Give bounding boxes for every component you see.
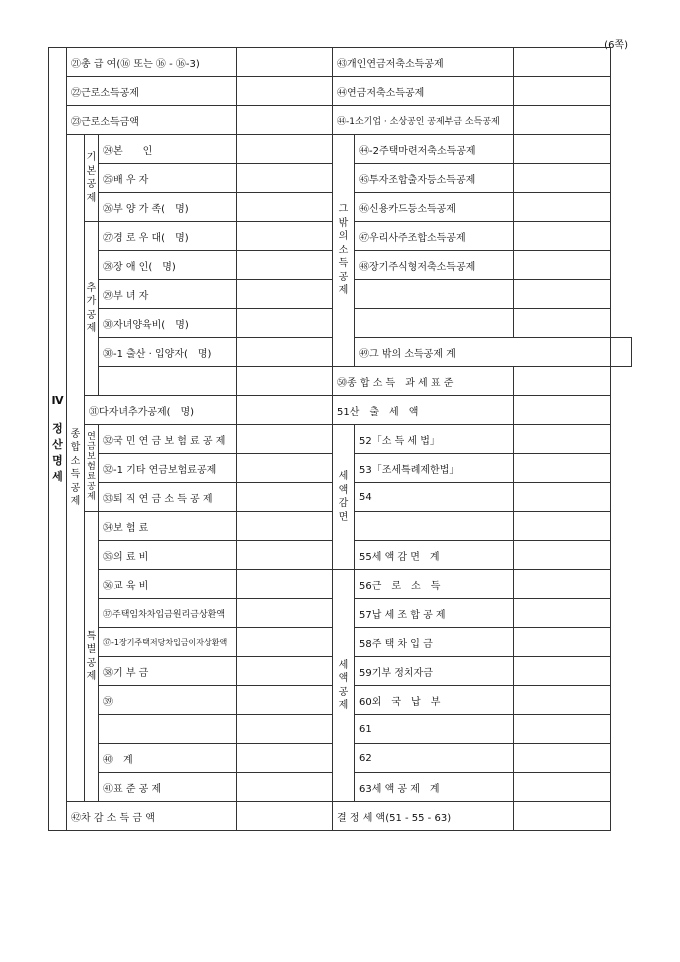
value-cell[interactable] xyxy=(237,454,333,483)
row-standard-deduction: ㊶표 준 공 제 xyxy=(99,773,237,802)
row-other-pension: ㉜-1 기타 연금보험료공제 xyxy=(99,454,237,483)
tax-settlement-table xyxy=(48,47,632,831)
row-blank xyxy=(99,715,237,744)
value-cell[interactable] xyxy=(514,135,611,164)
value-cell[interactable] xyxy=(237,425,333,454)
row-other-deductions-total: ㊾그 밖의 소득공제 계 xyxy=(355,338,611,367)
row-income-tax-act: 52「소 득 세 법」 xyxy=(355,425,514,454)
value-cell[interactable] xyxy=(514,251,611,280)
value-cell[interactable] xyxy=(514,657,611,686)
value-cell[interactable] xyxy=(237,715,333,744)
value-cell[interactable] xyxy=(237,628,333,657)
value-cell[interactable] xyxy=(237,599,333,628)
row-medical: ㉟의 료 비 xyxy=(99,541,237,570)
value-cell[interactable] xyxy=(237,251,333,280)
value-cell[interactable] xyxy=(514,396,611,425)
row-disabled: ㉘장 애 인( 명) xyxy=(99,251,237,280)
value-cell[interactable] xyxy=(237,338,333,367)
row-credit-card: ㊻신용카드등소득공제 xyxy=(355,193,514,222)
value-cell[interactable] xyxy=(237,541,333,570)
row-housing-savings: ㊹-2주택마련저축소득공제 xyxy=(355,135,514,164)
value-cell[interactable] xyxy=(237,280,333,309)
row-earned-income-amount: ㉓근로소득금액 xyxy=(67,106,237,135)
value-cell[interactable] xyxy=(237,657,333,686)
value-cell[interactable] xyxy=(514,454,611,483)
row-net-income: ㊷차 감 소 득 금 액 xyxy=(67,802,237,831)
row-61: 61 xyxy=(355,715,514,744)
value-cell[interactable] xyxy=(237,744,333,773)
value-cell[interactable] xyxy=(514,222,611,251)
value-cell[interactable] xyxy=(611,338,632,367)
row-tax-base: ㊿종 합 소 득 과 세 표 준 xyxy=(333,367,514,396)
value-cell[interactable] xyxy=(514,715,611,744)
row-investment-partnership: ㊺투자조합출자등소득공제 xyxy=(355,164,514,193)
row-dependents: ㉖부 양 가 족( 명) xyxy=(99,193,237,222)
value-cell[interactable] xyxy=(237,135,333,164)
value-cell[interactable] xyxy=(514,512,611,541)
value-cell[interactable] xyxy=(237,396,333,425)
row-child-care: ㉚자녀양육비( 명) xyxy=(99,309,237,338)
row-total-salary: ㉑총 급 여(⑯ 또는 ⑯ - ⑯-3) xyxy=(67,48,237,77)
value-cell[interactable] xyxy=(237,77,333,106)
row-national-pension: ㉜국 민 연 금 보 험 료 공 제 xyxy=(99,425,237,454)
row-pension-savings: ㊹연금저축소득공제 xyxy=(333,77,514,106)
section-label: Ⅳ 정산명세 xyxy=(49,48,67,831)
row-39: ㊴ xyxy=(99,686,237,715)
row-long-term-mortgage: ㊲-1장기주택저당차입금이자상환액 xyxy=(99,628,237,657)
value-cell[interactable] xyxy=(237,802,333,831)
value-cell[interactable] xyxy=(237,570,333,599)
row-spouse: ㉕배 우 자 xyxy=(99,164,237,193)
value-cell[interactable] xyxy=(237,367,333,396)
row-54: 54 xyxy=(355,483,514,512)
row-62: 62 xyxy=(355,744,514,773)
group-pension: 연금보험료공제 xyxy=(85,425,99,512)
page-number: (6쪽) xyxy=(604,40,628,51)
row-tax-credit-total: 63세 액 공 제 계 xyxy=(355,773,514,802)
row-determined-tax: 결 정 세 액(51 - 55 - 63) xyxy=(333,802,514,831)
row-political-donation: 59기부 정치자금 xyxy=(355,657,514,686)
row-tax-reduction-total: 55세 액 감 면 계 xyxy=(355,541,514,570)
row-foreign-tax: 60외 국 납 부 xyxy=(355,686,514,715)
value-cell[interactable] xyxy=(514,309,611,338)
value-cell[interactable] xyxy=(237,222,333,251)
value-cell[interactable] xyxy=(514,367,611,396)
value-cell[interactable] xyxy=(237,193,333,222)
row-woman-householder: ㉙부 녀 자 xyxy=(99,280,237,309)
row-blank xyxy=(355,512,514,541)
row-self: ㉔본 인 xyxy=(99,135,237,164)
value-cell[interactable] xyxy=(514,599,611,628)
row-housing-rent-loan: ㊲주택임차차입금원리금상환액 xyxy=(99,599,237,628)
row-blank xyxy=(355,280,514,309)
value-cell[interactable] xyxy=(514,541,611,570)
value-cell[interactable] xyxy=(514,164,611,193)
value-cell[interactable] xyxy=(237,309,333,338)
row-small-business-deduction: ㊹-1소기업 · 소상공인 공제부금 소득공제 xyxy=(333,106,514,135)
value-cell[interactable] xyxy=(237,164,333,193)
row-calculated-tax: 51산 출 세 액 xyxy=(333,396,514,425)
group-tax-reduction: 세액감면 xyxy=(333,425,355,570)
value-cell[interactable] xyxy=(237,48,333,77)
row-insurance: ㉞보 험 료 xyxy=(99,512,237,541)
row-tax-association: 57납 세 조 합 공 제 xyxy=(355,599,514,628)
value-cell[interactable] xyxy=(514,483,611,512)
row-special-tax-act: 53「조세특례제한법」 xyxy=(355,454,514,483)
group-basic: 기본공제 xyxy=(85,135,99,222)
value-cell[interactable] xyxy=(237,106,333,135)
row-multi-child: ㉛다자녀추가공제( 명) xyxy=(85,396,237,425)
row-special-total: ㊵ 계 xyxy=(99,744,237,773)
value-cell[interactable] xyxy=(237,483,333,512)
value-cell[interactable] xyxy=(514,744,611,773)
row-donation: ㊳기 부 금 xyxy=(99,657,237,686)
value-cell[interactable] xyxy=(514,193,611,222)
row-blank xyxy=(99,367,237,396)
value-cell[interactable] xyxy=(514,106,611,135)
row-housing-loan-credit: 58주 택 차 입 금 xyxy=(355,628,514,657)
value-cell[interactable] xyxy=(514,425,611,454)
row-elderly: ㉗경 로 우 대( 명) xyxy=(99,222,237,251)
value-cell[interactable] xyxy=(514,628,611,657)
row-personal-pension: ㊸개인연금저축소득공제 xyxy=(333,48,514,77)
row-earned-income-credit: 56근 로 소 득 xyxy=(355,570,514,599)
row-earned-income-deduction: ㉒근로소득공제 xyxy=(67,77,237,106)
group-comprehensive: 종합소득공제 xyxy=(67,135,85,802)
group-special: 특별공제 xyxy=(85,512,99,802)
row-blank xyxy=(355,309,514,338)
value-cell[interactable] xyxy=(514,48,611,77)
value-cell[interactable] xyxy=(514,802,611,831)
group-tax-credit: 세액공제 xyxy=(333,570,355,802)
value-cell[interactable] xyxy=(514,773,611,802)
value-cell[interactable] xyxy=(514,77,611,106)
value-cell[interactable] xyxy=(237,512,333,541)
row-employee-stock: ㊼우리사주조합소득공제 xyxy=(355,222,514,251)
row-birth-adoption: ㉚-1 출산 · 입양자( 명) xyxy=(99,338,237,367)
row-retirement-pension: ㉝퇴 직 연 금 소 득 공 제 xyxy=(99,483,237,512)
group-additional: 추가공제 xyxy=(85,222,99,396)
value-cell[interactable] xyxy=(237,686,333,715)
group-other: 그밖의소득공제 xyxy=(333,135,355,367)
value-cell[interactable] xyxy=(514,686,611,715)
value-cell[interactable] xyxy=(237,773,333,802)
value-cell[interactable] xyxy=(514,280,611,309)
value-cell[interactable] xyxy=(514,570,611,599)
row-long-term-stock: ㊽장기주식형저축소득공제 xyxy=(355,251,514,280)
row-education: ㊱교 육 비 xyxy=(99,570,237,599)
